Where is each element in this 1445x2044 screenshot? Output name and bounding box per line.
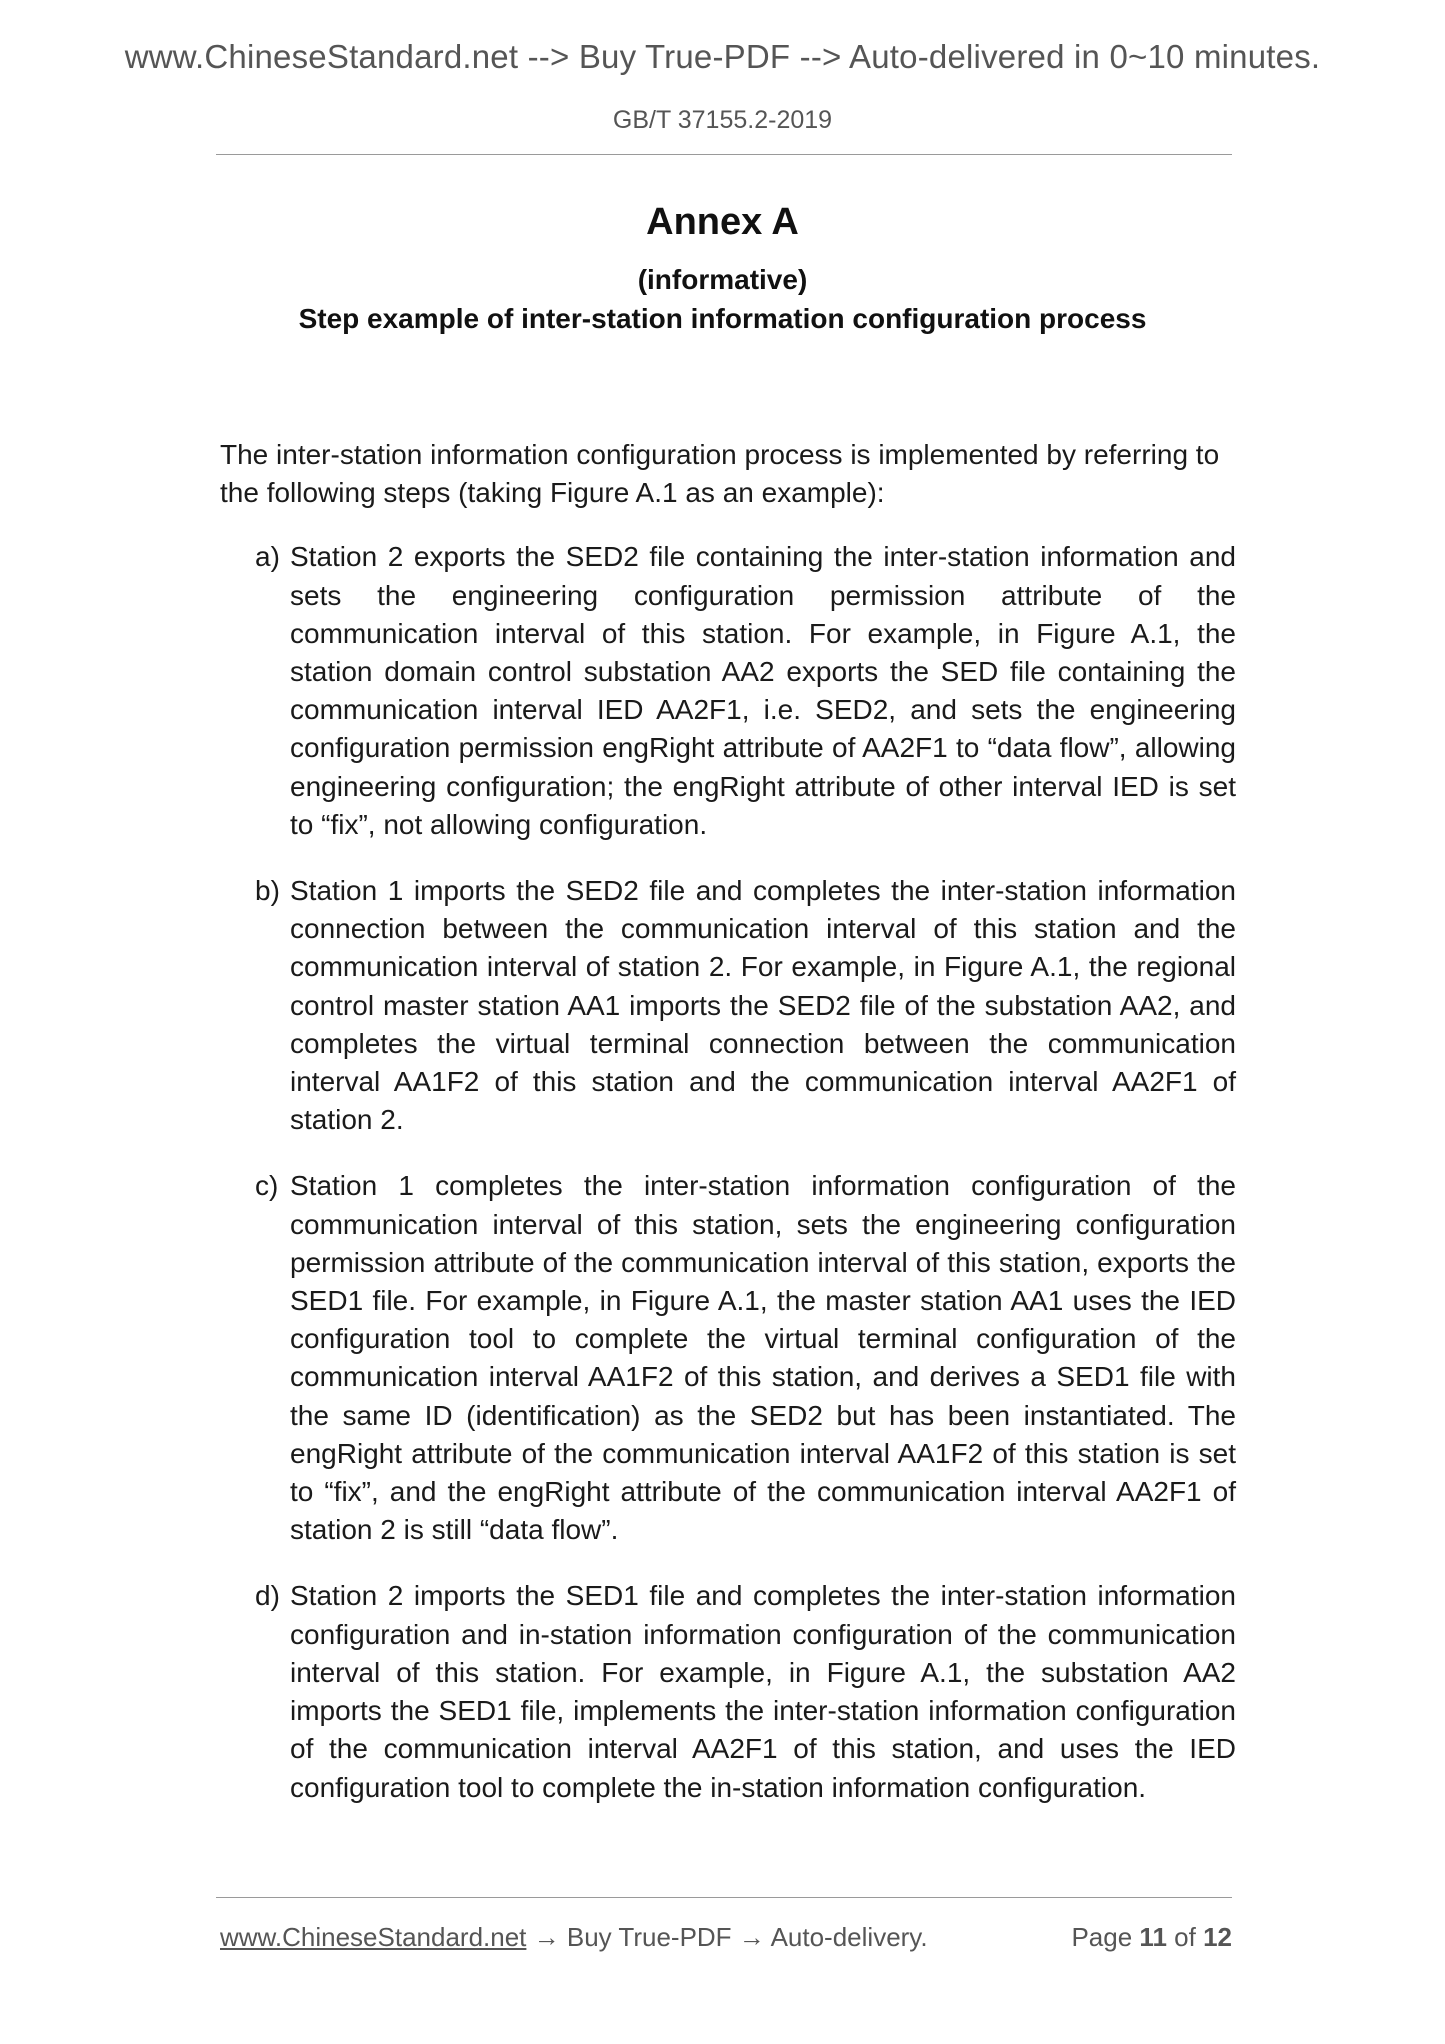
standard-number: GB/T 37155.2-2019 (612, 106, 833, 134)
page-of-label: of (1174, 1922, 1196, 1952)
annex-title: Annex A (646, 201, 799, 243)
header-divider (216, 154, 1232, 155)
step-marker: a) (255, 541, 280, 573)
top-banner: www.ChineseStandard.net --> Buy True-PDF --> Auto-delivered in 0~10 minutes. (124, 38, 1321, 75)
page-label: Page (1071, 1922, 1133, 1952)
step-a (220, 538, 1236, 844)
step-text: Station 2 exports the SED2 file containing the inter-station information and sets the engineering configuration permission attribute of the communication interval of this station. For example, in Figure A.1, the station domain control substation AA2 exports the SED file containing the communication interval IED AA2F1, i.e. SED2, and sets the engineering configuration permission engRight attribute of AA2F1 to “data flow”, allowing engineering configuration; the engRight attribute of other interval IED is set to “fix”, not allowing configuration. (290, 541, 1236, 840)
steps-list (220, 538, 1236, 1806)
page-footer (220, 1922, 1232, 1958)
step-b (220, 872, 1236, 1139)
step-d (220, 1577, 1236, 1806)
page-total: 12 (1203, 1922, 1232, 1952)
intro-paragraph: The inter-station information configuration process is implemented by referring to the following steps (taking Figure A.1 as an example): (220, 439, 1220, 509)
step-c (220, 1167, 1236, 1549)
step-text: Station 1 imports the SED2 file and completes the inter-station information connection between the communication interval of this station and the communication interval of station 2. For example, in Figure A.1, the regional control master station AA1 imports the SED2 file of the substation AA2, and completes the virtual terminal connection between the communication interval AA1F2 of this station and the communication interval AA2F1 of station 2. (290, 875, 1236, 1136)
step-text: Station 1 completes the inter-station information configuration of the communication interval of this station, sets the engineering configuration permission attribute of the communication interval of this station, exports the SED1 file. For example, in Figure A.1, the master station AA1 uses the IED configuration tool to complete the virtual terminal configuration of the communication interval AA1F2 of this station, and derives a SED1 file with the same ID (identification) as the SED2 but has been instantiated. The engRight attribute of the communication interval AA1F2 of this station is set to “fix”, and the engRight attribute of the communication interval AA2F1 of station 2 is still “data flow”. (290, 1170, 1236, 1546)
step-text: Station 2 imports the SED1 file and completes the inter-station information configuration and in-station information configuration of the communication interval of this station. For example, in Figure A.1, the substation AA2 imports the SED1 file, implements the inter-station information configuration of the communication interval AA2F1 of this station, and uses the IED configuration tool to complete the in-station information configuration. (290, 1580, 1236, 1803)
annex-subtitle: Step example of inter-station information configuration process (298, 303, 1147, 334)
footer-site-link[interactable]: www.ChineseStandard.net (220, 1922, 527, 1952)
step-marker: c) (255, 1170, 279, 1202)
footer-left (220, 1922, 928, 1953)
page-indicator (1071, 1922, 1232, 1953)
footer-tail-text: → Buy True-PDF → Auto-delivery. (526, 1922, 928, 1952)
step-marker: b) (255, 875, 280, 907)
footer-divider (216, 1897, 1232, 1898)
annex-type: (informative) (637, 264, 808, 295)
step-marker: d) (255, 1580, 280, 1612)
main-content (220, 436, 1236, 1835)
page-current: 11 (1139, 1922, 1167, 1952)
